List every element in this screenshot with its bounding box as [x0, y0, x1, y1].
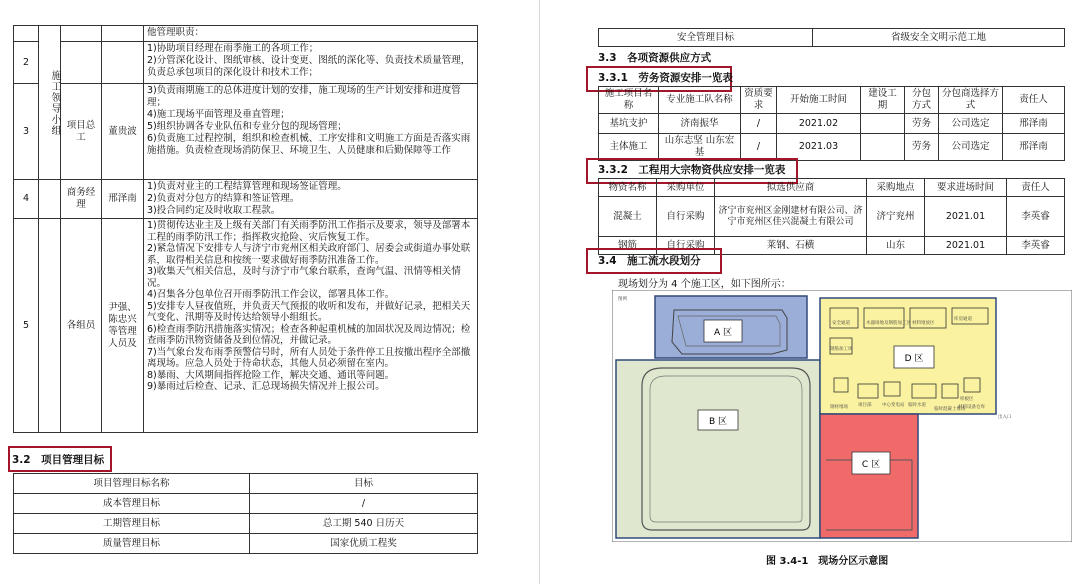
- duty-list: 1)协助项目经理在雨季施工的各项工作； 2)分管深化设计、图纸审核、设计变更、图纸的深化等、负责技术质量管理，负责总承包项目的深化设计和技术工作；: [144, 42, 478, 84]
- row-number: 5: [14, 219, 39, 433]
- table-cell: 邢泽南: [1003, 114, 1065, 134]
- site-label: 钢筋加工场: [830, 347, 853, 352]
- section-3-4-heading: 3.4 施工流水段划分: [598, 255, 701, 267]
- duty-header-text: 他管理职责：: [144, 26, 478, 42]
- section-3-3-1-heading: 3.3.1 劳务资源安排一览表: [598, 72, 733, 84]
- safety-target-value: 省级安全文明示范工地: [813, 29, 1065, 47]
- target-value: 总工期 540 日历天: [250, 514, 478, 534]
- site-label: 钢材堆场: [830, 405, 848, 410]
- section-3-3-2-heading: 3.3.2 工程用大宗物资供应安排一览表: [598, 164, 786, 176]
- table-cell: 李英睿: [1007, 197, 1065, 237]
- table-cell: 自行采购: [657, 197, 715, 237]
- zone-b-label: B 区: [708, 417, 728, 427]
- zone-c-label: C 区: [861, 460, 881, 470]
- role-cell: 各组员: [61, 219, 102, 433]
- col-header: 责任人: [1003, 87, 1065, 114]
- safety-target-table: [598, 28, 1065, 47]
- table-cell: 劳务: [905, 114, 939, 134]
- col-header: 分包商选择方式: [939, 87, 1003, 114]
- table-cell: 混凝土: [599, 197, 657, 237]
- figure-caption: 图 3.4-1 现场分区示意图: [766, 556, 889, 567]
- table-cell: 邢泽南: [1003, 134, 1065, 161]
- site-label: 临时混凝土堆场: [934, 407, 966, 412]
- role-cell: 商务经理: [61, 180, 102, 219]
- zone-d-label: D 区: [904, 354, 924, 364]
- section-3-3-heading: 3.3 各项资源供应方式: [598, 52, 712, 64]
- table-cell: 山东: [867, 237, 925, 255]
- col-header: 开始施工时间: [777, 87, 861, 114]
- col-header: 施工项目名称: [599, 87, 659, 114]
- duty-list: 1)贯彻传达业主及上级有关部门有关雨季防汛工作指示及要求，领导及部署本工程的雨季防汛工作；指挥救灾抢险、灾后恢复工作。 2)紧急情况下安排专人与济宁市兖州区相关政府部门、居委会或街道办事处联系，取得相关信息和按统一要求做好雨季防汛准备工作。 3)收集天气相关信息，及时与济宁市气象台联系，查询气温、汛情等相关情况。 4)召集各分包单位召开雨季防汛工作会议，部署具体工作。 5)安排专人昼夜值班，并负责天气预报的收听和发布，并做好记录，把相关天气变化、汛期等及时传达给领导小组组长。 6)检查雨季防汛措施落实情况；检查各种起重机械的加固状况及周边情况；检查雨季防汛物资储备及到位情况，并做记录。 7)当气象台发布雨季预警信号时，所有人员处于条件停工且按撤出程序全部撤离现场。应急人员处于待命状态，其他人员必须留在室内。 8)暴雨、大风期间指挥抢险工作，解决交通、通讯等问题。 9)暴雨过后检查、记录、汇总现场损失情况并上报公司。: [144, 219, 478, 433]
- staff-duty-table: [13, 25, 478, 433]
- table-cell: 2021.03: [777, 134, 861, 161]
- table-cell: 李英睿: [1007, 237, 1065, 255]
- table-cell: 济宁兖州: [867, 197, 925, 237]
- name-cell: 董贵波: [102, 84, 144, 180]
- site-label: 样板区: [960, 397, 974, 402]
- name-cell: 尹强、陈忠兴等管理人员及: [102, 219, 144, 433]
- zone-intro-text: 现场划分为 4 个施工区，如下图所示：: [618, 279, 791, 290]
- col-header: 责任人: [1007, 179, 1065, 197]
- site-label: 材料堆放区: [912, 321, 935, 326]
- col-header: 要求进场时间: [925, 179, 1007, 197]
- target-name: 成本管理目标: [14, 494, 250, 514]
- col-header: 项目管理目标名称: [14, 474, 250, 494]
- target-value: 国家优质工程奖: [250, 534, 478, 554]
- table-cell: 2021.01: [925, 197, 1007, 237]
- section-3-2-heading: 3.2 项目管理目标: [12, 454, 105, 466]
- table-cell: 主体施工: [599, 134, 659, 161]
- table-cell: 济宁市兖州区金刚建材有限公司、济宁市兖州区佳兴混凝土有限公司: [715, 197, 867, 237]
- target-name: 质量管理目标: [14, 534, 250, 554]
- site-label: 项目部: [858, 403, 872, 408]
- row-number: 2: [14, 42, 39, 84]
- col-header: 采购单位: [657, 179, 715, 197]
- table-cell: 基坑支护: [599, 114, 659, 134]
- duty-list: 1)负责对业主的工程结算管理和现场签证管理。 2)负责对分包方的结算和签证管理。 3)投合同约定及时收取工程款。: [144, 180, 478, 219]
- table-cell: 自行采购: [657, 237, 715, 255]
- site-label: 库房通道: [954, 317, 972, 322]
- duty-list: 3)负责雨期施工的总体进度计划的安排，施工现场的生产计划安排和进度管理； 4)施工现场平面管理及垂直管理； 5)组织协调各专业队伍和专业分包的现场管理； 6)负责施工过程控制，组织和检查机械、工序安排和文明施工方面是否落实雨施措施。负责检查现场消防保卫、环境卫生、人员健康和后勤保障等工作: [144, 84, 478, 180]
- col-header: 采购地点: [867, 179, 925, 197]
- zone-b-area: [616, 360, 820, 538]
- role-cell: 项目总工: [61, 84, 102, 180]
- project-target-table: [13, 473, 478, 554]
- table-cell: 劳务: [905, 134, 939, 161]
- table-cell: 钢筋: [599, 237, 657, 255]
- site-label: 出入口: [998, 415, 1012, 420]
- table-cell: 公司选定: [939, 134, 1003, 161]
- site-label: 材料设备仓库: [958, 405, 985, 410]
- col-header: 资质要求: [741, 87, 777, 114]
- table-cell: 公司选定: [939, 114, 1003, 134]
- target-value: /: [250, 494, 478, 514]
- table-cell: 2021.01: [925, 237, 1007, 255]
- table-cell: 2021.02: [777, 114, 861, 134]
- row-number: 4: [14, 180, 39, 219]
- table-cell: [861, 134, 905, 161]
- table-cell: 莱钢、石横: [715, 237, 867, 255]
- target-name: 工期管理目标: [14, 514, 250, 534]
- zone-c-area: [820, 414, 918, 538]
- site-label: 木器场地及钢筋加工区: [866, 321, 911, 326]
- site-label: 临时水泥: [908, 403, 926, 408]
- col-header: 分包方式: [905, 87, 939, 114]
- labor-table: [598, 86, 1065, 161]
- table-cell: 济南振华: [659, 114, 741, 134]
- col-header: 物资名称: [599, 179, 657, 197]
- col-header: 目标: [250, 474, 478, 494]
- table-cell: 山东志坚 山东宏基: [659, 134, 741, 161]
- table-cell: /: [741, 134, 777, 161]
- row-number: 3: [14, 84, 39, 180]
- name-cell: 邢泽南: [102, 180, 144, 219]
- site-label: 中心变电站: [882, 403, 905, 408]
- table-cell: /: [741, 114, 777, 134]
- site-zoning-map: [612, 290, 1072, 542]
- group-leader-cell: 施工领导小组: [39, 26, 61, 180]
- materials-table: [598, 178, 1065, 255]
- site-label: 图例: [618, 297, 627, 302]
- col-header: 拟选供应商: [715, 179, 867, 197]
- site-label: 安全通道: [832, 321, 850, 326]
- zone-a-label: A 区: [713, 328, 733, 338]
- table-cell: [861, 114, 905, 134]
- col-header: 专业施工队名称: [659, 87, 741, 114]
- right-page: [540, 0, 1080, 584]
- safety-target-name: 安全管理目标: [599, 29, 813, 47]
- col-header: 建设工期: [861, 87, 905, 114]
